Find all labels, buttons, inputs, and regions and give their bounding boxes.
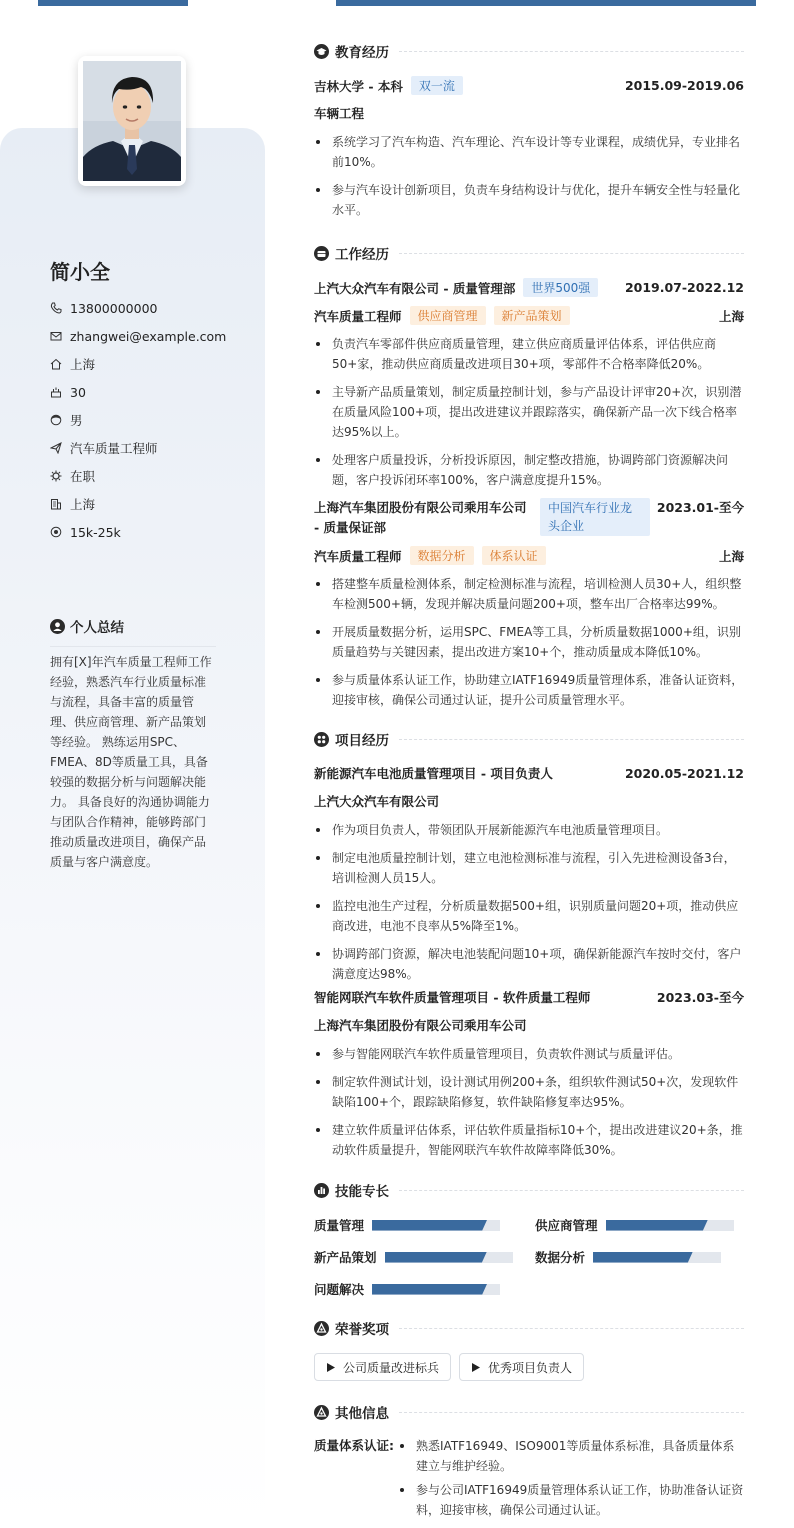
education-date: 2015.09-2019.06	[624, 78, 744, 93]
grid-icon	[314, 732, 329, 747]
job-date: 2019.07-2022.12	[624, 280, 744, 295]
building-icon	[50, 498, 62, 510]
info-gender: 男	[50, 406, 250, 434]
skill-bar-fill	[372, 1220, 487, 1231]
project-name: 新能源汽车电池质量管理项目 - 项目负责人	[314, 766, 553, 781]
top-accent-bar-left	[38, 0, 188, 6]
list-item: 参与智能网联汽车软件质量管理项目，负责软件测试与质量评估。	[314, 1044, 744, 1064]
graduation-cap-icon	[314, 44, 329, 59]
other-label: 质量体系认证:	[314, 1438, 394, 1453]
job-1-header	[314, 278, 744, 297]
portrait-image	[83, 61, 181, 181]
list-item: 开展质量数据分析，运用SPC、FMEA等工具，分析质量数据1000+组，识别质量趋势与关键因素，提出改进方案10+个，推动质量成本降低10%。	[314, 622, 744, 662]
skill-bar-fill	[385, 1252, 487, 1263]
candidate-name: 简小全	[50, 260, 110, 284]
award-item: 公司质量改进标兵	[314, 1353, 451, 1381]
skill-bar	[593, 1252, 721, 1263]
list-item: 负责汽车零部件供应商质量管理，建立供应商质量评估体系，评估供应商50+家，推动供应商质量改进项目30+项，零部件不合格率降低20%。	[314, 334, 744, 374]
skill-bar	[385, 1252, 513, 1263]
briefcase-icon	[314, 246, 329, 261]
summary-text: 拥有[X]年汽车质量工程师工作经验，熟悉汽车行业质量标准与流程，具备丰富的质量管理、供应商管理、新产品策划等经验。 熟练运用SPC、FMEA、8D等质量工具，具备较强的数据分析与问题解决能力。 具备良好的沟通协调能力与团队合作精神，能够跨部门推动质量改进项目，确保产品质量与客户满意度。	[50, 655, 212, 869]
project-date: 2020.05-2021.12	[624, 765, 744, 781]
list-item: 搭建整车质量检测体系，制定检测标准与流程，培训检测人员30+人，组织整车检测500+辆，发现并解决质量问题200+项，整车出厂合格率达99%。	[314, 574, 744, 614]
skill-item: 供应商管理	[535, 1216, 734, 1234]
project-2-header	[314, 988, 744, 1006]
info-position: 汽车质量工程师	[50, 434, 250, 462]
company-name: 上海汽车集团股份有限公司乘用车公司 - 质量保证部	[314, 500, 527, 535]
list-item: 监控电池生产过程，分析质量数据500+组，识别质量问题20+项，推动供应商改进，电池不良率从5%降至1%。	[314, 896, 744, 936]
company-tag: 中国汽车行业龙头企业	[540, 498, 650, 536]
other-heading: 其他信息	[314, 1402, 744, 1422]
list-item: 参与汽车设计创新项目，负责车身结构设计与优化，提升车辆安全性与轻量化水平。	[314, 180, 744, 220]
list-item: 参与公司IATF16949质量管理体系认证工作，协助准备认证资料，迎接审核，确保公司通过认证。	[398, 1480, 744, 1520]
role-tag: 新产品策划	[494, 306, 570, 325]
skill-item: 数据分析	[535, 1248, 721, 1266]
project-1-bullets	[314, 820, 744, 992]
play-icon	[327, 1363, 335, 1372]
role-tag: 供应商管理	[410, 306, 486, 325]
send-icon	[50, 442, 62, 454]
info-age: 30	[50, 378, 250, 406]
job-1-bullets	[314, 334, 744, 498]
list-item: 主导新产品质量策划，制定质量控制计划，参与产品设计评审20+次，识别潜在质量风险100+项，提出改进建议并跟踪落实，确保新产品一次下线合格率达95%以上。	[314, 382, 744, 442]
job-date: 2023.01-至今	[656, 500, 744, 515]
job-2-bullets	[314, 574, 744, 718]
status-icon	[50, 470, 62, 482]
skills-heading: 技能专长	[314, 1180, 744, 1200]
award-item: 优秀项目负责人	[459, 1353, 584, 1381]
skill-bar	[606, 1220, 734, 1231]
company-tag: 世界500强	[523, 278, 598, 297]
salary-icon	[50, 526, 62, 538]
job-title: 汽车质量工程师	[314, 548, 402, 564]
list-item: 建立软件质量评估体系，评估软件质量指标10+个，提出改进建议20+条，推动软件质量提升，智能网联汽车软件故障率降低30%。	[314, 1120, 744, 1160]
list-item: 系统学习了汽车构造、汽车理论、汽车设计等专业课程，成绩优异，专业排名前10%。	[314, 132, 744, 172]
company-name: 上汽大众汽车有限公司 - 质量管理部	[314, 280, 516, 296]
education-bullets	[314, 132, 744, 228]
info-salary: 15k-25k	[50, 518, 250, 546]
skill-bar	[372, 1284, 500, 1295]
job-1-role	[314, 306, 744, 325]
skill-item: 质量管理	[314, 1216, 500, 1234]
info-email: zhangwei@example.com	[50, 322, 250, 350]
role-tag: 数据分析	[410, 546, 474, 565]
role-tag: 体系认证	[482, 546, 546, 565]
project-2-bullets	[314, 1044, 744, 1168]
info-location: 上海	[50, 350, 250, 378]
school-tag: 双一流	[411, 76, 463, 95]
education-header	[314, 76, 744, 95]
user-icon	[50, 619, 65, 634]
list-item: 参与质量体系认证工作，协助建立IATF16949质量管理体系，准备认证资料，迎接审核，确保公司通过认证，提升公司质量管理水平。	[314, 670, 744, 710]
project-1-header	[314, 764, 744, 782]
major: 车辆工程	[314, 106, 365, 121]
home-icon	[50, 358, 62, 370]
info-city: 上海	[50, 490, 250, 518]
projects-heading: 项目经历	[314, 729, 744, 749]
skill-item: 新产品策划	[314, 1248, 513, 1266]
skill-bar-fill	[606, 1220, 708, 1231]
skill-bar-fill	[372, 1284, 487, 1295]
phone-icon	[50, 302, 62, 314]
list-item: 处理客户质量投诉，分析投诉原因，制定整改措施，协调跨部门资源解决问题，客户投诉闭环率100%，客户满意度提升15%。	[314, 450, 744, 490]
job-2-role	[314, 546, 744, 565]
work-heading: 工作经历	[314, 243, 744, 263]
play-icon	[472, 1363, 480, 1372]
job-title: 汽车质量工程师	[314, 308, 402, 324]
job-2-header	[314, 498, 744, 538]
avatar	[78, 56, 186, 186]
gender-icon	[50, 414, 62, 426]
project-name: 智能网联汽车软件质量管理项目 - 软件质量工程师	[314, 990, 591, 1005]
skill-item: 问题解决	[314, 1280, 500, 1298]
other-bullets	[398, 1436, 744, 1524]
info-status: 在职	[50, 462, 250, 490]
mail-icon	[50, 330, 62, 342]
awards-heading: 荣誉奖项	[314, 1318, 744, 1338]
bar-chart-icon	[314, 1183, 329, 1198]
contact-info-list	[50, 294, 250, 546]
skill-bar-fill	[593, 1252, 693, 1263]
list-item: 制定电池质量控制计划，建立电池检测标准与流程，引入先进检测设备3台，培训检测人员15人。	[314, 848, 744, 888]
age-icon	[50, 386, 62, 398]
info-icon	[314, 1405, 329, 1420]
job-city: 上海	[718, 548, 744, 564]
info-phone: 13800000000	[50, 294, 250, 322]
education-heading: 教育经历	[314, 41, 744, 61]
project-org: 上海汽车集团股份有限公司乘用车公司	[314, 1018, 527, 1033]
school-name: 吉林大学 - 本科	[314, 78, 403, 94]
list-item: 协调跨部门资源，解决电池装配问题10+项，确保新能源汽车按时交付，客户满意度达98%。	[314, 944, 744, 984]
skill-bar	[372, 1220, 500, 1231]
top-accent-bar-right	[336, 0, 756, 6]
list-item: 制定软件测试计划，设计测试用例200+条，组织软件测试50+次，发现软件缺陷100+个，跟踪缺陷修复，软件缺陷修复率达95%。	[314, 1072, 744, 1112]
list-item: 熟悉IATF16949、ISO9001等质量体系标准，具备质量体系建立与维护经验。	[398, 1436, 744, 1476]
project-date: 2023.03-至今	[656, 990, 744, 1005]
job-city: 上海	[718, 308, 744, 324]
list-item: 作为项目负责人，带领团队开展新能源汽车电池质量管理项目。	[314, 820, 744, 840]
project-org: 上汽大众汽车有限公司	[314, 794, 440, 809]
summary-heading: 个人总结	[50, 616, 216, 647]
award-icon	[314, 1321, 329, 1336]
